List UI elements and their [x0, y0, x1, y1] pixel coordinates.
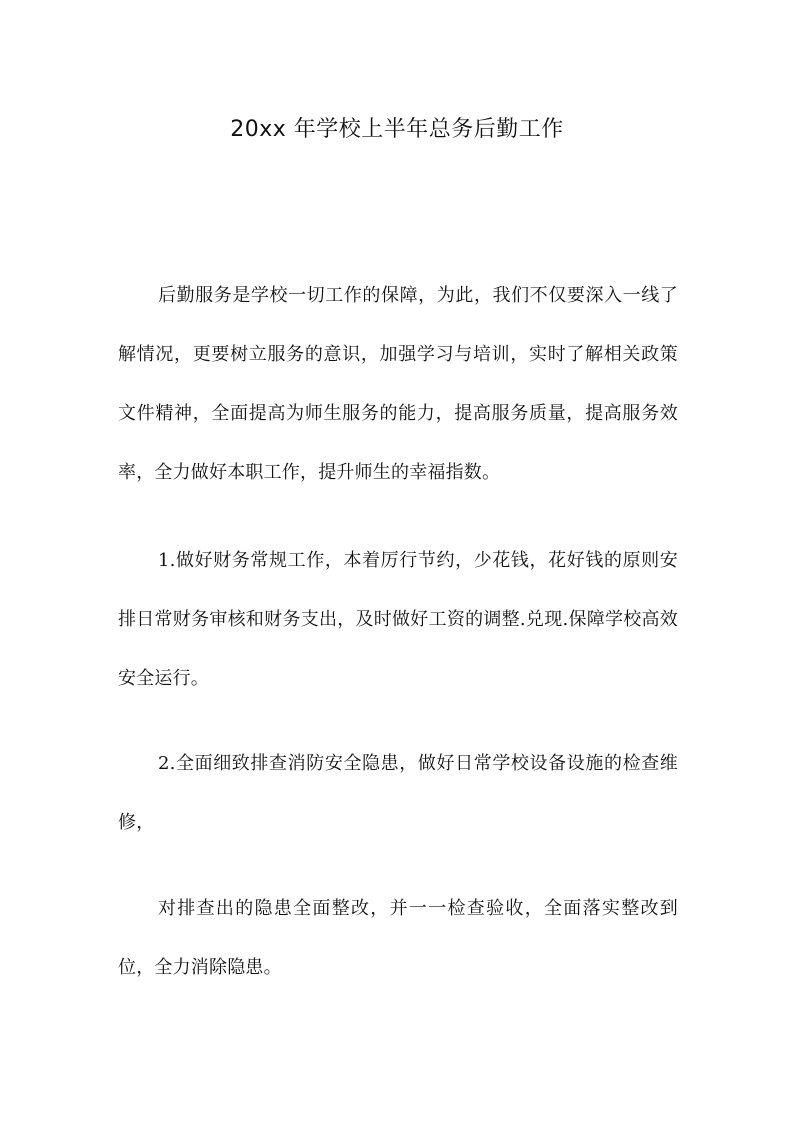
- paragraph-item-2-continued: 对排查出的隐患全面整改，并一一检查验收，全面落实整改到位，全力消除隐患。: [118, 898, 678, 978]
- paragraph-item-2: 2.全面细致排查消防安全隐患，做好日常学校设备设施的检查维修，: [118, 753, 678, 833]
- document-title: 20xx 年学校上半年总务后勤工作: [230, 117, 564, 142]
- paragraph-intro: 后勤服务是学校一切工作的保障，为此，我们不仅要深入一线了解情况，更要树立服务的意识，加强学习与培训，实时了解相关政策文件精神，全面提高为师生服务的能力，提高服务质量，提高服务效率，全力做好本职工作，提升师生的幸福指数。: [118, 285, 678, 483]
- paragraph-item-1: 1.做好财务常规工作，本着厉行节约，少花钱，花好钱的原则安排日常财务审核和财务支出，及时做好工资的调整.兑现.保障学校高效安全运行。: [118, 550, 678, 689]
